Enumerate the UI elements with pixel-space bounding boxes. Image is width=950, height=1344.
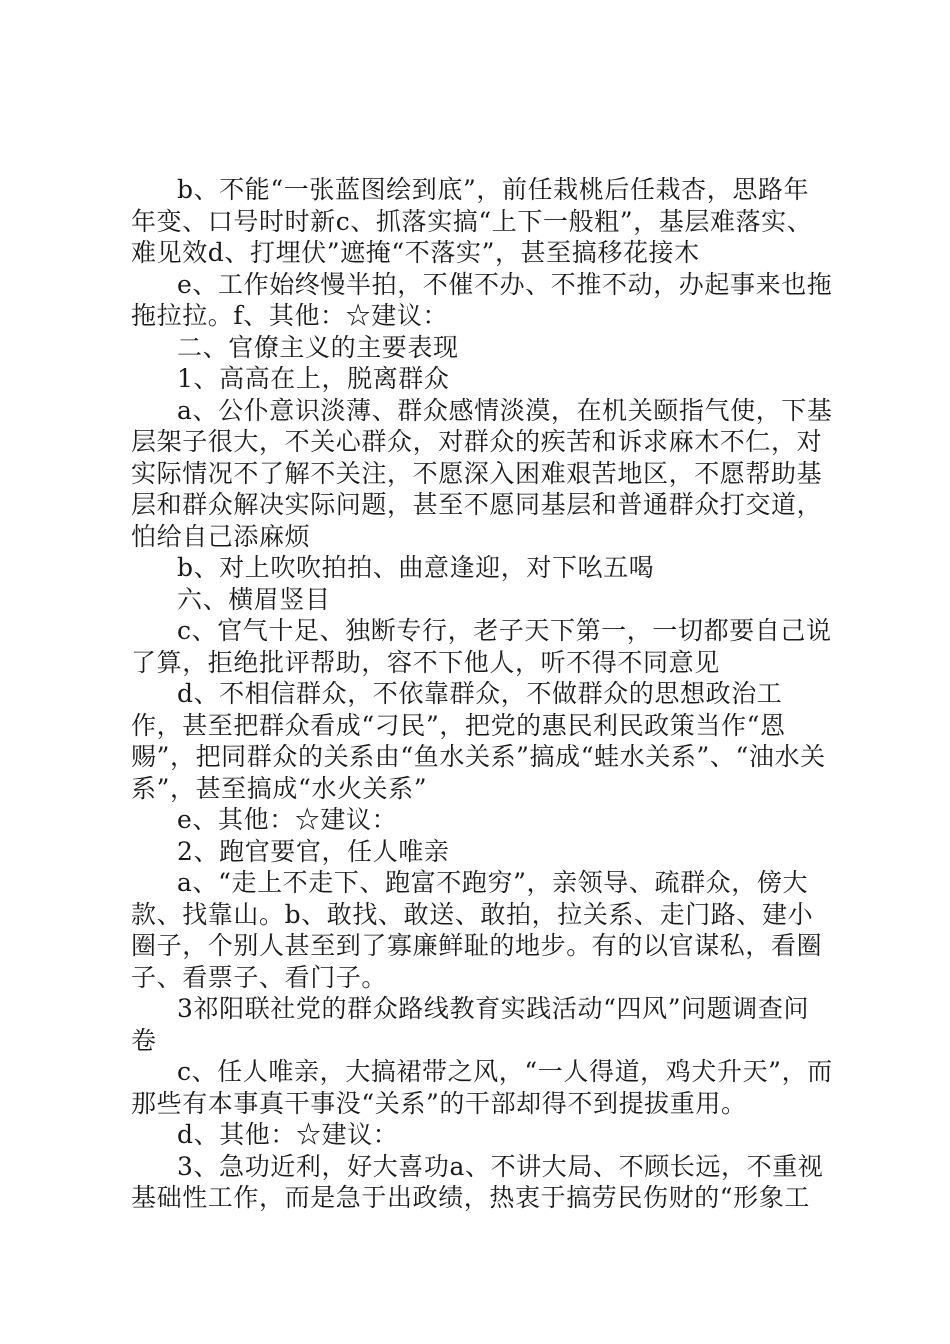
paragraph-12: a、“走上不走下、跑富不跑穷”，亲领导、疏群众，傍大款、找靠山。b、敢找、敢送、敢拍，拉关系、走门路、建小圈子，个别人甚至到了寡廉鲜耻的地步。有的以官谋私，看圈子、看票子、看门子。 xyxy=(131,868,823,992)
paragraph-13: 3祁阳联社党的群众路线教育实践活动“四风”问题调查问卷 xyxy=(131,994,810,1055)
paragraph-14: c、任人唯亲，大搞裙带之风，“一人得道，鸡犬升天”，而那些有本事真干事没“关系”的干部却得不到提拔重用。 xyxy=(131,1057,833,1118)
paragraph-10: e、其他：☆建议： xyxy=(177,805,398,834)
paragraph-9: d、不相信群众，不依靠群众，不做群众的思想政治工作，甚至把群众看成“刁民”，把党的惠民利民政策当作“恩赐”，把同群众的关系由“鱼水关系”搞成“蛙水关系”、“油水关系”，甚至搞成“水火关系” xyxy=(131,679,826,803)
paragraph-4: 1、高高在上，脱离群众 xyxy=(177,364,450,393)
paragraph-3: 二、官僚主义的主要表现 xyxy=(177,332,459,362)
paragraph-5: a、公仆意识淡薄、群众感情淡漠，在机关颐指气使，下基层架子很大，不关心群众，对群众的疾苦和诉求麻木不仁，对实际情况不了解不关注，不愿深入困难艰苦地区，不愿帮助基层和群众解决实际问题，甚至不愿同基层和普通群众打交道，怕给自己添麻烦 xyxy=(131,395,833,551)
document-body xyxy=(131,174,833,1214)
paragraph-11: 2、跑官要官，任人唯亲 xyxy=(177,836,450,866)
paragraph-6: b、对上吹吹拍拍、曲意逢迎，对下吆五喝 xyxy=(177,553,655,582)
paragraph-1: b、不能“一张蓝图绘到底”，前任栽桃后任栽杏，思路年年变、口号时时新c、抓落实搞“上下一般粗”，基层难落实、难见效d、打埋伏”遮掩“不落实”，甚至搞移花接木 xyxy=(131,175,813,267)
paragraph-2: e、工作始终慢半拍，不催不办、不推不动，办起事来也拖拖拉拉。f、其他：☆建议： xyxy=(131,269,833,330)
paragraph-8: c、官气十足、独断专行，老子天下第一，一切都要自己说了算，拒绝批评帮助，容不下他人，听不得不同意见 xyxy=(131,616,832,677)
paragraph-15: d、其他：☆建议： xyxy=(177,1120,399,1149)
paragraph-16: 3、急功近利，好大喜功a、不讲大局、不顾长远，不重视基础性工作，而是急于出政绩，热衷于搞劳民伤财的“形象工 xyxy=(131,1151,824,1212)
paragraph-7: 六、横眉竖目 xyxy=(177,584,331,614)
